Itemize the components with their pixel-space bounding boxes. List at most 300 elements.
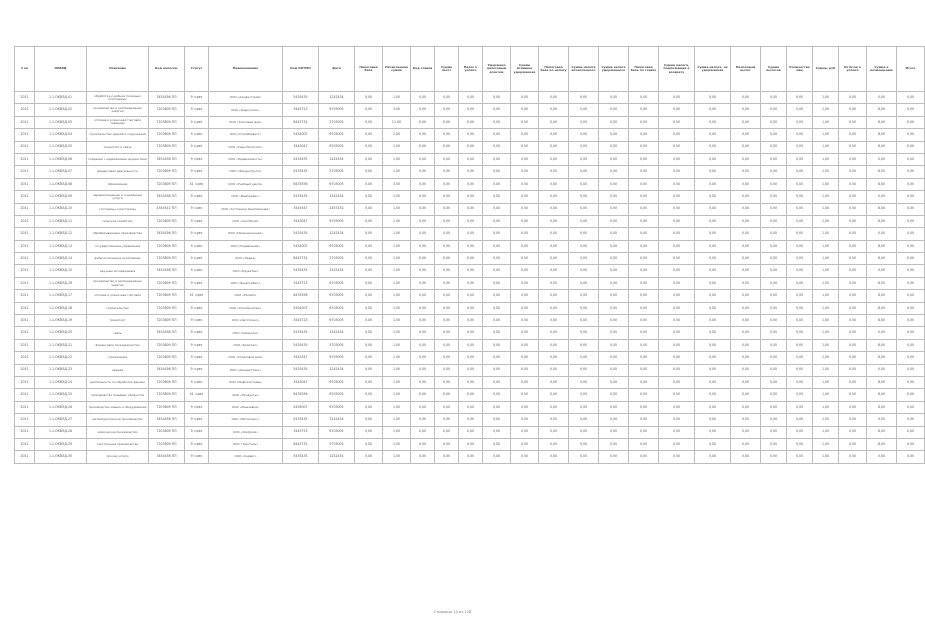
table-cell: 1,00 xyxy=(383,438,411,450)
table-cell: ООО «МедСервис» xyxy=(209,191,283,203)
table-cell: 0,00 xyxy=(459,116,483,128)
table-cell: 8,00 xyxy=(867,116,897,128)
table-row xyxy=(15,352,925,364)
table-cell: 2011 xyxy=(15,339,35,351)
table-cell: 7203809 ПЛ xyxy=(149,129,185,141)
table-cell: 2457432 xyxy=(319,203,355,215)
table-cell: 0,00 xyxy=(511,376,539,388)
table-cell: 0,00 xyxy=(695,129,731,141)
table-cell: 1,00 xyxy=(813,426,839,438)
table-cell: 1,00 xyxy=(383,389,411,401)
table-cell: 0,00 xyxy=(569,302,599,314)
table-cell: 1.1-ОКВЭД-16 xyxy=(35,277,87,289)
table-cell: 2011 xyxy=(15,302,35,314)
table-cell: 0,00 xyxy=(539,376,569,388)
table-cell: 0,00 xyxy=(511,203,539,215)
table-cell: 0,00 xyxy=(411,327,435,339)
table-cell: 1,00 xyxy=(383,376,411,388)
table-cell: 0,00 xyxy=(629,215,659,227)
table-cell: 0,00 xyxy=(731,92,761,104)
table-cell: 0,00 xyxy=(411,352,435,364)
table-cell: 9 ч.рес xyxy=(185,265,209,277)
table-cell: 0,00 xyxy=(511,438,539,450)
table-cell: 0,00 xyxy=(897,253,925,265)
table-cell: 0,00 xyxy=(761,376,787,388)
table-cell: 3445047 xyxy=(283,215,319,227)
table-cell: 0,00 xyxy=(787,104,813,116)
table-cell: 5454007 xyxy=(283,302,319,314)
table-cell: 1.1-ОКВЭД-05 xyxy=(35,141,87,153)
table-cell: 0,00 xyxy=(569,376,599,388)
table-cell: 0,00 xyxy=(511,352,539,364)
table-cell: 0,00 xyxy=(839,228,867,240)
table-cell: 0,00 xyxy=(761,215,787,227)
table-cell: 9 ч.рес xyxy=(185,215,209,227)
table-cell: 0,00 xyxy=(599,327,629,339)
table-cell: 0,00 xyxy=(355,265,383,277)
table-cell: 0,00 xyxy=(897,203,925,215)
table-cell: 2011 xyxy=(15,104,35,116)
table-cell: 0,00 xyxy=(629,451,659,463)
table-cell: 3454456 ПЛ xyxy=(149,364,185,376)
table-cell: 0,00 xyxy=(761,228,787,240)
table-cell: 0,00 xyxy=(731,376,761,388)
table-cell: 0,00 xyxy=(435,302,459,314)
table-cell: 0,00 xyxy=(897,178,925,190)
table-cell: 0,00 xyxy=(839,401,867,413)
table-cell: 0,00 xyxy=(659,178,695,190)
table-cell: 0,00 xyxy=(459,451,483,463)
table-cell: 0,00 xyxy=(629,104,659,116)
table-cell: 0,00 xyxy=(539,389,569,401)
table-cell: 0,00 xyxy=(599,116,629,128)
table-cell: 0,00 xyxy=(897,191,925,203)
table-cell: 0,00 xyxy=(355,153,383,165)
table-cell: 0,00 xyxy=(355,327,383,339)
table-cell: 0,00 xyxy=(695,228,731,240)
column-header: Наименование xyxy=(209,47,283,92)
table-cell: 1,00 xyxy=(813,414,839,426)
table-cell: 0,00 xyxy=(459,203,483,215)
table-cell: ООО «Текстиль» xyxy=(209,438,283,450)
table-cell: 1.1-ОКВЭД-19 xyxy=(35,315,87,327)
table-cell: 0,00 xyxy=(355,426,383,438)
table-cell: 1,00 xyxy=(813,253,839,265)
table-cell: 0,00 xyxy=(629,438,659,450)
table-cell: 6435556 xyxy=(283,178,319,190)
table-cell: 0,00 xyxy=(731,389,761,401)
table-cell: операции с недвижимым имуществом xyxy=(87,153,149,165)
table-cell: 1,00 xyxy=(383,414,411,426)
table-cell: 1242434 xyxy=(319,153,355,165)
table-cell: 5435435 xyxy=(283,166,319,178)
table-cell: 7203809 ПЛ xyxy=(149,315,185,327)
table-cell: 0,00 xyxy=(897,339,925,351)
table-cell: 0,00 xyxy=(839,451,867,463)
table-cell: 11,00 xyxy=(383,116,411,128)
table-cell: 8,00 xyxy=(867,166,897,178)
table-cell: 0,00 xyxy=(659,215,695,227)
table-cell: 0,00 xyxy=(659,438,695,450)
table-cell: 8,00 xyxy=(867,389,897,401)
table-cell: 0,00 xyxy=(459,253,483,265)
table-cell: 0,00 xyxy=(435,166,459,178)
table-cell: 0,00 xyxy=(761,191,787,203)
register-table xyxy=(14,46,925,464)
table-cell: 0,00 xyxy=(897,215,925,227)
table-cell: 7203809 ПЛ xyxy=(149,290,185,302)
table-cell: 0,00 xyxy=(599,191,629,203)
table-cell: 0,00 xyxy=(897,141,925,153)
table-cell: 1,00 xyxy=(813,401,839,413)
table-cell: 0,00 xyxy=(355,141,383,153)
table-header xyxy=(15,47,925,92)
table-cell: 0,00 xyxy=(599,92,629,104)
table-cell: 0,00 xyxy=(569,426,599,438)
table-cell: 0,00 xyxy=(483,265,511,277)
table-cell: 0,00 xyxy=(539,327,569,339)
table-cell: 0,00 xyxy=(659,426,695,438)
table-cell: 0,00 xyxy=(355,352,383,364)
table-cell: 1,00 xyxy=(813,277,839,289)
table-cell: 0,00 xyxy=(695,438,731,450)
table-cell: 0,00 xyxy=(511,414,539,426)
table-cell: 0,00 xyxy=(511,364,539,376)
table-cell: 5703005 xyxy=(319,116,355,128)
table-cell: 0,00 xyxy=(569,414,599,426)
table-cell: 0,00 xyxy=(867,364,897,376)
table-row xyxy=(15,327,925,339)
table-cell: 2011 xyxy=(15,426,35,438)
table-cell: 0,00 xyxy=(435,129,459,141)
table-cell: 1,00 xyxy=(383,426,411,438)
table-cell: 1.1-ОКВЭД-09 xyxy=(35,191,87,203)
table-cell: 1.1-ОКВЭД-11 xyxy=(35,215,87,227)
table-cell: 2011 xyxy=(15,327,35,339)
table-cell: 9 ч.рес xyxy=(185,92,209,104)
table-cell: 0,00 xyxy=(787,352,813,364)
table-cell: 0,00 xyxy=(731,178,761,190)
table-cell: 1,00 xyxy=(383,141,411,153)
table-cell: 0,00 xyxy=(867,228,897,240)
table-cell: 0,00 xyxy=(761,178,787,190)
table-cell: 0,00 xyxy=(839,215,867,227)
table-cell: 2011 xyxy=(15,376,35,388)
table-cell: 0,00 xyxy=(731,240,761,252)
table-cell: 0,00 xyxy=(355,203,383,215)
table-cell: 0,00 xyxy=(435,92,459,104)
table-cell: 1,00 xyxy=(383,315,411,327)
column-header: Налог к уплате xyxy=(459,47,483,92)
table-cell: 9 ч.рес xyxy=(185,166,209,178)
table-cell: 0,00 xyxy=(599,302,629,314)
table-cell: 0,00 xyxy=(539,129,569,141)
table-cell: 0,00 xyxy=(897,92,925,104)
table-cell: 0,00 xyxy=(459,315,483,327)
table-cell: 7203809 ПЛ xyxy=(149,277,185,289)
table-cell: 0,00 xyxy=(659,129,695,141)
column-header: Налоговая база по ставке xyxy=(629,47,659,92)
table-cell: сельское хозяйство xyxy=(87,215,149,227)
table-cell: государственное управление xyxy=(87,240,149,252)
table-cell: 0,00 xyxy=(511,191,539,203)
table-cell: 1,00 xyxy=(813,116,839,128)
table-cell: 8,00 xyxy=(867,376,897,388)
table-cell: 1.1-ОКВЭД-02 xyxy=(35,104,87,116)
table-cell: 0,00 xyxy=(459,339,483,351)
table-cell: 6703005 xyxy=(319,376,355,388)
table-cell: 0,00 xyxy=(511,315,539,327)
table-cell: 1242434 xyxy=(319,364,355,376)
table-cell: 0,00 xyxy=(629,178,659,190)
table-cell: 8,00 xyxy=(867,203,897,215)
table-cell: 0,00 xyxy=(731,228,761,240)
table-cell: 0,00 xyxy=(599,178,629,190)
table-cell: 5435435 xyxy=(283,265,319,277)
table-cell: 0,00 xyxy=(599,240,629,252)
table-cell: 0,00 xyxy=(761,240,787,252)
table-cell: строительство зданий и сооружений xyxy=(87,129,149,141)
table-cell: 0,00 xyxy=(659,389,695,401)
table-cell: 9 ч.рес xyxy=(185,253,209,265)
table-cell: 0,00 xyxy=(897,129,925,141)
table-cell: 0,00 xyxy=(435,290,459,302)
table-cell: 0,00 xyxy=(761,92,787,104)
table-cell: 0,00 xyxy=(629,302,659,314)
table-cell: 0,00 xyxy=(629,339,659,351)
table-cell: 0,00 xyxy=(659,166,695,178)
table-cell: 1,00 xyxy=(383,166,411,178)
table-cell: 1,00 xyxy=(813,215,839,227)
table-cell: 0,00 xyxy=(483,178,511,190)
table-cell: 0,00 xyxy=(695,352,731,364)
table-cell: 0,00 xyxy=(411,253,435,265)
table-cell: 3445047 xyxy=(283,141,319,153)
table-cell: 1.1-ОКВЭД-20 xyxy=(35,327,87,339)
table-cell: 1.1-ОКВЭД-14 xyxy=(35,253,87,265)
table-cell: 0,00 xyxy=(695,302,731,314)
table-cell: 5435435 xyxy=(283,327,319,339)
table-cell: 0,00 xyxy=(731,315,761,327)
table-cell: 0,00 xyxy=(355,414,383,426)
table-cell: 0,00 xyxy=(355,104,383,116)
table-cell: 0,00 xyxy=(511,215,539,227)
table-cell: 0,00 xyxy=(459,191,483,203)
table-cell: 0,00 xyxy=(659,401,695,413)
table-cell: 9 ч.рес xyxy=(185,302,209,314)
table-cell: 8,00 xyxy=(867,240,897,252)
table-cell: 0,00 xyxy=(659,451,695,463)
table-cell: 1.1-ОКВЭД-07 xyxy=(35,166,87,178)
table-cell: 0,00 xyxy=(787,253,813,265)
table-cell: 0,00 xyxy=(761,141,787,153)
table-cell: 0,00 xyxy=(355,129,383,141)
table-cell: 0,00 xyxy=(435,253,459,265)
table-cell: 0,00 xyxy=(629,240,659,252)
table-cell: 0,00 xyxy=(839,92,867,104)
table-cell: 5703005 xyxy=(319,166,355,178)
table-cell: 5435435 xyxy=(283,451,319,463)
table-cell: 8,00 xyxy=(867,253,897,265)
table-cell: 0,00 xyxy=(569,166,599,178)
table-cell: 3454456 ПЛ xyxy=(149,153,185,165)
table-cell: 0,00 xyxy=(459,376,483,388)
table-cell: 0,00 xyxy=(483,290,511,302)
table-cell: 0,00 xyxy=(511,228,539,240)
table-cell: 0,00 xyxy=(695,240,731,252)
table-cell: 0,00 xyxy=(459,438,483,450)
table-cell: 5454007 xyxy=(283,401,319,413)
table-cell: 0,00 xyxy=(659,153,695,165)
table-cell: 0,00 xyxy=(411,414,435,426)
table-cell: страхование xyxy=(87,352,149,364)
table-cell: 0,00 xyxy=(483,92,511,104)
table-cell: 0,00 xyxy=(355,191,383,203)
table-cell: 0,00 xyxy=(761,451,787,463)
table-cell: 0,00 xyxy=(629,203,659,215)
table-cell: 0,00 xyxy=(695,339,731,351)
table-cell: ООО «СтройИнвест» xyxy=(209,129,283,141)
table-cell: 0,00 xyxy=(659,327,695,339)
table-cell: 1.1-ОКВЭД-17 xyxy=(35,290,87,302)
table-cell: 8,00 xyxy=(867,339,897,351)
table-cell: 0,00 xyxy=(839,352,867,364)
table-cell: 0,00 xyxy=(731,153,761,165)
table-cell: 0,00 xyxy=(569,339,599,351)
table-cell: ООО «Металлург» xyxy=(209,414,283,426)
column-header: Начисленная сумма xyxy=(383,47,411,92)
table-cell: финансовое посредничество xyxy=(87,339,149,351)
table-cell: 3,00 xyxy=(383,178,411,190)
table-cell: 0,00 xyxy=(731,277,761,289)
table-cell: 2011 xyxy=(15,253,35,265)
table-cell: добыча полезных ископаемых xyxy=(87,253,149,265)
table-cell: 9 ч.рес xyxy=(185,414,209,426)
column-header: Сумма налога исчисленного xyxy=(569,47,599,92)
table-cell: 0,00 xyxy=(897,426,925,438)
table-cell: 8,00 xyxy=(867,315,897,327)
table-row xyxy=(15,166,925,178)
table-cell: 0,00 xyxy=(897,364,925,376)
table-cell: ООО «Машзавод» xyxy=(209,401,283,413)
table-cell: 2011 xyxy=(15,290,35,302)
table-cell: 0,00 xyxy=(539,92,569,104)
table-cell: 0,00 xyxy=(731,290,761,302)
table-cell: 2011 xyxy=(15,438,35,450)
table-cell: 0,00 xyxy=(435,364,459,376)
table-cell: 0,00 xyxy=(787,414,813,426)
table-cell: 2011 xyxy=(15,153,35,165)
table-cell: 0,00 xyxy=(435,401,459,413)
table-cell: 0,00 xyxy=(355,290,383,302)
table-cell: 0,00 xyxy=(695,389,731,401)
table-cell: ООО «Химпром» xyxy=(209,426,283,438)
table-cell: 0,00 xyxy=(483,451,511,463)
table-cell: 0,00 xyxy=(761,290,787,302)
table-cell: 0,00 xyxy=(539,364,569,376)
table-cell: 1,00 xyxy=(383,290,411,302)
table-cell: 1242434 xyxy=(319,414,355,426)
table-cell: 5454007 xyxy=(283,240,319,252)
table-cell: 0,00 xyxy=(695,191,731,203)
table-cell: 0,00 xyxy=(411,191,435,203)
table-cell: 0,00 xyxy=(511,153,539,165)
table-cell: 0,00 xyxy=(731,401,761,413)
table-cell: 0,00 xyxy=(483,228,511,240)
table-cell: ООО «Ритейл» xyxy=(209,290,283,302)
table-cell: 1,00 xyxy=(813,302,839,314)
table-cell: 1,00 xyxy=(813,389,839,401)
table-cell: 0,00 xyxy=(695,166,731,178)
table-cell: транспорт и связь xyxy=(87,141,149,153)
table-cell: 0,00 xyxy=(897,352,925,364)
table-cell: 0,00 xyxy=(659,141,695,153)
table-cell: 2011 xyxy=(15,315,35,327)
table-cell: 0,00 xyxy=(355,228,383,240)
table-cell: 0,00 xyxy=(599,376,629,388)
table-cell: 3454456 ПЛ xyxy=(149,451,185,463)
table-cell: 6703005 xyxy=(319,352,355,364)
table-cell: 0,00 xyxy=(599,104,629,116)
table-cell: 0,00 xyxy=(599,253,629,265)
table-cell: 0,00 xyxy=(761,166,787,178)
table-cell: 1,00 xyxy=(813,352,839,364)
table-cell: 1,00 xyxy=(813,265,839,277)
table-cell: 0,00 xyxy=(897,277,925,289)
table-cell: 0,00 xyxy=(411,153,435,165)
table-cell: 0,00 xyxy=(629,166,659,178)
table-cell: 0,00 xyxy=(411,376,435,388)
table-cell: 0,00 xyxy=(761,116,787,128)
table-cell: 8,00 xyxy=(867,178,897,190)
table-cell: 0,00 xyxy=(787,451,813,463)
column-header: Код налогов. xyxy=(149,47,185,92)
table-cell: 0,00 xyxy=(355,451,383,463)
table-cell: 7203809 ПЛ xyxy=(149,389,185,401)
table-cell: 0,00 xyxy=(411,116,435,128)
table-cell: текстильное производство xyxy=(87,438,149,450)
table-cell: 7203809 ПЛ xyxy=(149,215,185,227)
table-cell: 1242434 xyxy=(319,327,355,339)
table-cell: 8,00 xyxy=(867,401,897,413)
table-cell: 0,00 xyxy=(659,265,695,277)
table-cell: 7203809 ПЛ xyxy=(149,352,185,364)
table-cell: 0,00 xyxy=(459,178,483,190)
table-cell: 9 ч.рес xyxy=(185,203,209,215)
table-cell: 1,00 xyxy=(813,327,839,339)
table-cell: ООО «ИнфоСистемы» xyxy=(209,376,283,388)
table-cell: гостиницы и рестораны xyxy=(87,203,149,215)
table-cell: 3454456 ПЛ xyxy=(149,191,185,203)
table-cell: 1,00 xyxy=(813,153,839,165)
table-row xyxy=(15,191,925,203)
table-cell: ООО «Торговый дом» xyxy=(209,116,283,128)
column-header: Описание xyxy=(87,47,149,92)
table-cell: 0,00 xyxy=(839,191,867,203)
table-cell: 0,00 xyxy=(787,302,813,314)
table-cell: 5454007 xyxy=(283,129,319,141)
table-cell: 2011 xyxy=(15,92,35,104)
table-cell: 0,00 xyxy=(731,253,761,265)
table-cell: 0,00 xyxy=(569,178,599,190)
table-cell: 2,00 xyxy=(383,129,411,141)
table-cell: 0,00 xyxy=(569,401,599,413)
table-cell: 0,00 xyxy=(355,401,383,413)
table-cell: 0,00 xyxy=(539,141,569,153)
table-cell: 0,00 xyxy=(761,302,787,314)
table-cell: 0,00 xyxy=(539,215,569,227)
table-row xyxy=(15,438,925,450)
